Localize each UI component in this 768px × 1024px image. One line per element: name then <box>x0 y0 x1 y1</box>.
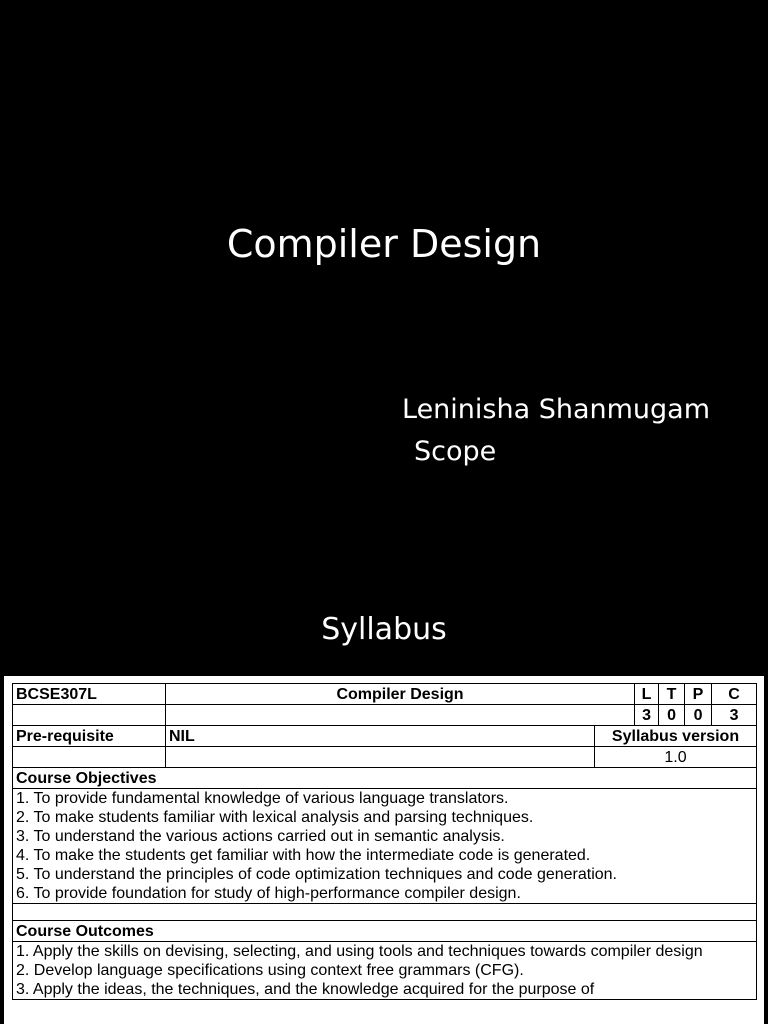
table-row <box>13 705 757 726</box>
prerequisite-value: NIL <box>166 726 595 747</box>
objective-item: 3. To understand the various actions carried out in semantic analysis. <box>16 828 505 845</box>
ltpc-value-t: 0 <box>659 705 685 726</box>
objectives-list <box>13 789 757 904</box>
outcomes-heading: Course Outcomes <box>13 921 757 942</box>
ltpc-header-l: L <box>635 684 659 705</box>
table-row <box>13 789 757 904</box>
objectives-heading: Course Objectives <box>13 768 757 789</box>
ltpc-value-c: 3 <box>712 705 757 726</box>
syllabus-heading: Syllabus <box>321 612 447 647</box>
author-name: Leninisha Shanmugam <box>402 394 711 425</box>
table-row <box>13 684 757 705</box>
prerequisite-label: Pre-requisite <box>13 726 166 747</box>
slide-title: Compiler Design <box>226 222 542 266</box>
ltpc-header-t: T <box>659 684 685 705</box>
outcome-item: 1. Apply the skills on devising, selecting, and using tools and techniques towards compiler design <box>16 943 703 960</box>
ltpc-value-l: 3 <box>635 705 659 726</box>
empty-cell <box>166 747 595 768</box>
table-row <box>13 921 757 942</box>
ltpc-value-p: 0 <box>685 705 712 726</box>
empty-cell <box>13 904 757 921</box>
empty-cell <box>166 705 635 726</box>
course-title: Compiler Design <box>166 684 635 705</box>
table-row <box>13 768 757 789</box>
outcome-item: 3. Apply the ideas, the techniques, and the knowledge acquired for the purpose of <box>16 981 595 998</box>
table-row <box>13 904 757 921</box>
syllabus-table <box>12 683 757 1000</box>
objective-item: 1. To provide fundamental knowledge of various language translators. <box>16 790 509 807</box>
course-code: BCSE307L <box>13 684 166 705</box>
ltpc-header-c: C <box>712 684 757 705</box>
empty-cell <box>13 705 166 726</box>
organization-name: Scope <box>414 436 497 467</box>
objective-item: 5. To understand the principles of code optimization techniques and code generation. <box>16 866 617 883</box>
syllabus-document-image <box>4 676 764 1024</box>
objective-item: 2. To make students familiar with lexical analysis and parsing techniques. <box>16 809 534 826</box>
outcomes-list <box>13 942 757 1000</box>
syllabus-version-value: 1.0 <box>595 747 757 768</box>
table-row <box>13 726 757 747</box>
empty-cell <box>13 747 166 768</box>
objective-item: 6. To provide foundation for study of high-performance compiler design. <box>16 885 521 902</box>
ltpc-header-p: P <box>685 684 712 705</box>
table-row <box>13 942 757 1000</box>
objective-item: 4. To make the students get familiar with how the intermediate code is generated. <box>16 847 591 864</box>
table-row <box>13 747 757 768</box>
syllabus-version-label: Syllabus version <box>595 726 757 747</box>
outcome-item: 2. Develop language specifications using context free grammars (CFG). <box>16 962 524 979</box>
